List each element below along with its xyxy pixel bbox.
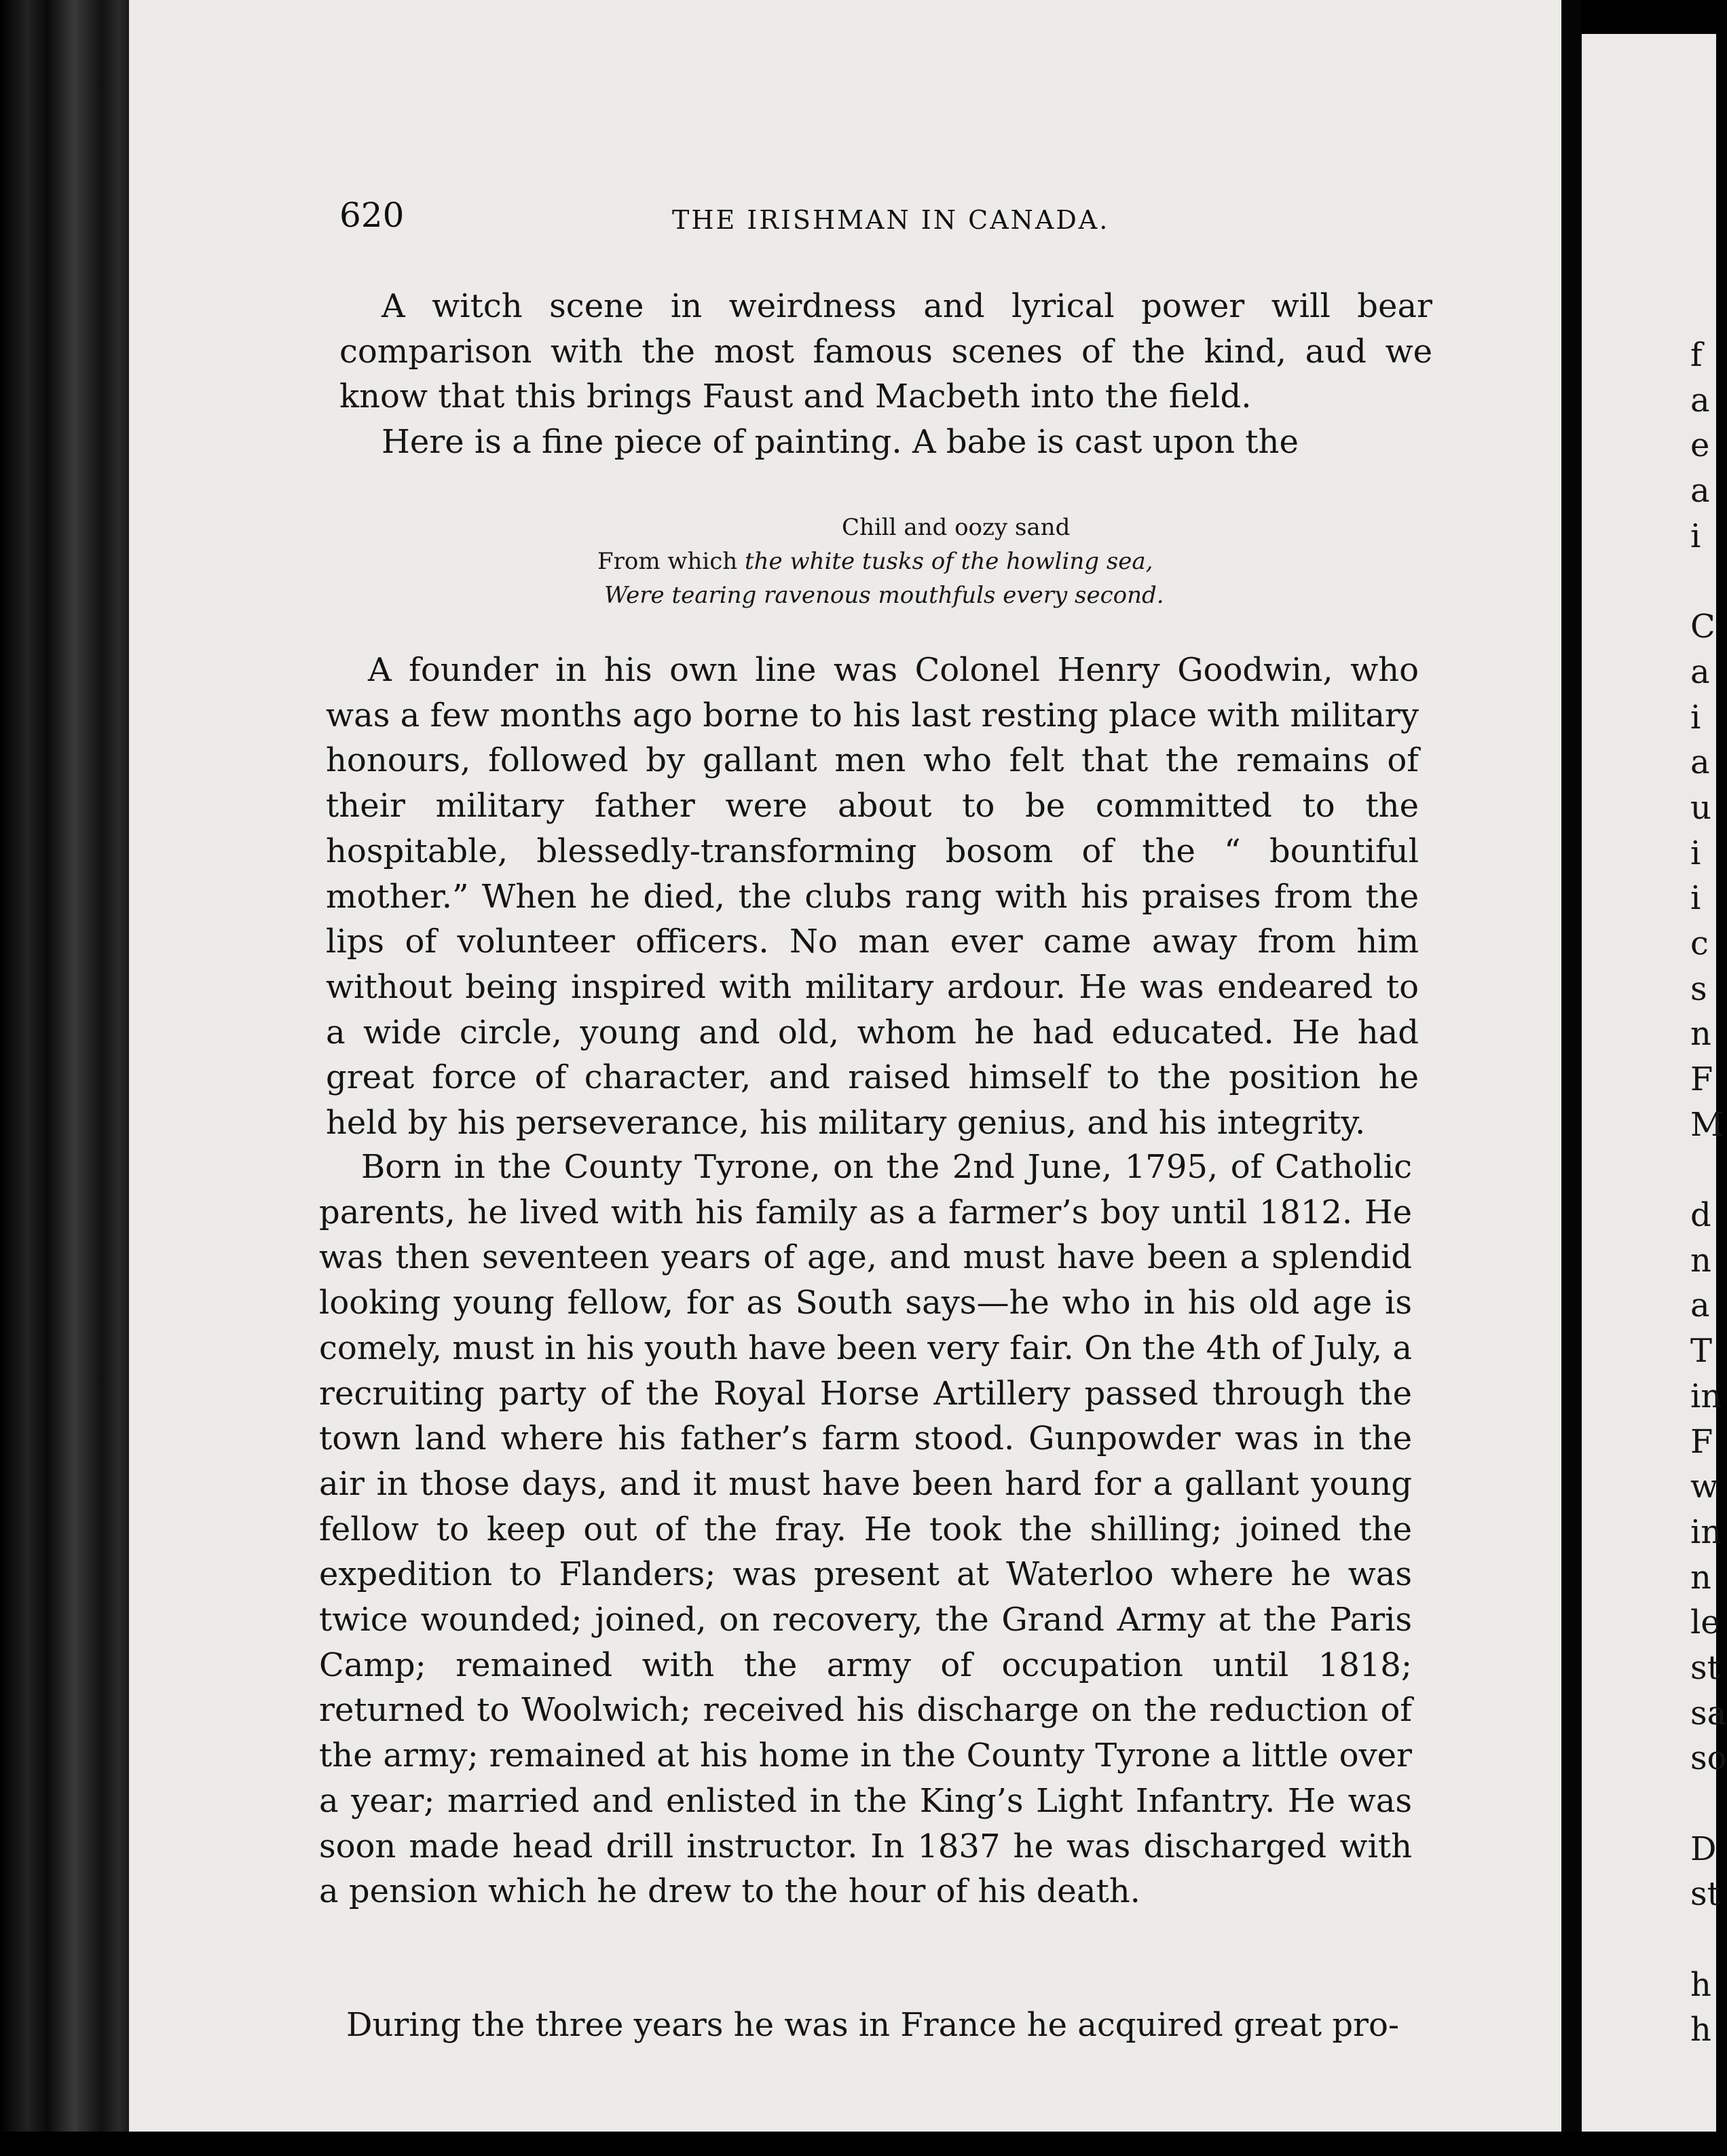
facing-page-fragment: w: [1690, 1468, 1719, 1506]
paragraph-text: A witch scene in weirdness and lyrical power will bear comparison with the most famous scenes of the kind, aud we know that this brings Faust and Macbeth into the field.: [339, 287, 1432, 416]
facing-page-fragment: st: [1690, 1875, 1720, 1914]
paragraph-witch-scene: [339, 284, 1432, 465]
facing-page-fragment: so: [1690, 1739, 1727, 1778]
facing-page-fragment: a: [1690, 743, 1710, 782]
paragraph-text: A founder in his own line was Colonel Henry Goodwin, who was a few months ago borne to his last resting place with military honours, followed by gallant men who felt that the remains of their military father were about to be committed to the hospitable, blessedly-transforming bosom of the “ bountiful mother.” When he died, the clubs rang with his praises from the lips of volunteer officers. No man ever came away from him without being inspired with military ardour. He was endeared to a wide circle, young and old, whom he had educated. He had great force of character, and raised himself to the position he held by his perseverance, his military genius, and his integrity.: [326, 651, 1419, 1142]
facing-page-fragment: a: [1690, 1286, 1710, 1325]
facing-page-fragment: D: [1690, 1829, 1717, 1868]
facing-page-fragment: [1690, 1917, 1727, 1963]
verse-line: Chill and oozy sand: [842, 514, 1071, 541]
facing-page-fragment: s: [1690, 969, 1707, 1008]
facing-page-fragment: le: [1690, 1603, 1720, 1642]
facing-page-fragment: [1690, 559, 1727, 604]
facing-page-fragment: i: [1690, 879, 1701, 918]
verse-text: From which: [597, 548, 745, 575]
facing-page-fragment: F: [1690, 1060, 1713, 1098]
scan-border: [0, 2132, 1716, 2156]
facing-page-fragment: n: [1690, 1558, 1711, 1597]
facing-page-fragment: f: [1690, 336, 1703, 374]
facing-page-fragment: d: [1690, 1196, 1711, 1235]
paragraph-text: Born in the County Tyrone, on the 2nd June, 1795, of Catholic parents, he lived with his family as a farmer’s boy until 1812. He was then seventeen years of age, and must have been a splendid looking young fellow, for as South says—he who in his old age is comely, must in his youth have been very fair. On the 4th of July, a recruiting party of the Royal Horse Artillery passed through the town land where his father’s farm stood. Gunpowder was in the air in those days, and it must have been hard for a gallant young fellow to keep out of the fray. He took the shilling; joined the expedition to Flanders; was present at Waterloo where he was twice wounded; joined, on recovery, the Grand Army at the Paris Camp; remained with the army of occupation until 1818; returned to Woolwich; received his discharge on the reduction of the army; remained at his home in the County Tyrone a little over a year; married and enlisted in the King’s Light Infantry. He was soon made head drill instructor. In 1837 he was discharged with a pension which he drew to the hour of his death.: [319, 1148, 1412, 1911]
facing-page-fragment: c: [1690, 924, 1709, 963]
facing-page-fragment: i: [1690, 834, 1701, 872]
facing-page-fragment: C: [1690, 608, 1715, 646]
paragraph-text: Here is a fine piece of painting. A babe is cast upon the: [382, 423, 1299, 462]
verse-line: [597, 578, 1208, 612]
running-head: THE IRISHMAN IN CANADA.: [672, 205, 1110, 235]
facing-page-fragment: sa: [1690, 1694, 1727, 1732]
facing-page-fragment: [1690, 1147, 1727, 1193]
verse-quotation: [597, 510, 1208, 612]
facing-page-fragment: T: [1690, 1332, 1713, 1371]
facing-page-fragment: n: [1690, 1015, 1711, 1054]
facing-page-fragment: n: [1690, 1241, 1711, 1280]
facing-page-fragment: F: [1690, 1422, 1713, 1461]
verse-italic: Were tearing ravenous mouthfuls every second.: [604, 582, 1164, 609]
facing-page-fragment: h: [1690, 1965, 1711, 2004]
facing-page-fragment: in: [1690, 1512, 1722, 1551]
facing-page-fragment: h: [1690, 2011, 1711, 2049]
facing-page-fragment: u: [1690, 788, 1711, 827]
facing-page-fragment: a: [1690, 652, 1710, 691]
facing-page-fragment: a: [1690, 472, 1710, 510]
facing-page-fragment: in: [1690, 1377, 1722, 1415]
facing-page-fragment: st: [1690, 1648, 1720, 1687]
facing-page-edge: [1582, 34, 1727, 2145]
paragraph-france: [312, 2003, 1398, 2048]
verse-italic: the white tusks of the howling sea,: [744, 548, 1153, 575]
facing-page-fragment: a: [1690, 381, 1710, 420]
book-binding: [0, 0, 129, 2156]
page-header: [339, 196, 1127, 250]
paragraph-text: During the three years he was in France he acquired great pro-: [346, 2006, 1400, 2044]
page-gutter: [1561, 0, 1582, 2156]
facing-page-fragments: [1690, 333, 1727, 2053]
facing-page-fragment: i: [1690, 698, 1701, 737]
facing-page-fragment: i: [1690, 517, 1701, 555]
facing-page-fragment: M: [1690, 1105, 1724, 1144]
page-number: 620: [339, 196, 405, 235]
paragraph-biography: [319, 1145, 1412, 1914]
facing-page-fragment: [1690, 1781, 1727, 1827]
paragraph-colonel-goodwin: [326, 648, 1419, 1146]
facing-page-fragment: e: [1690, 426, 1710, 465]
verse-line: [597, 544, 1208, 578]
